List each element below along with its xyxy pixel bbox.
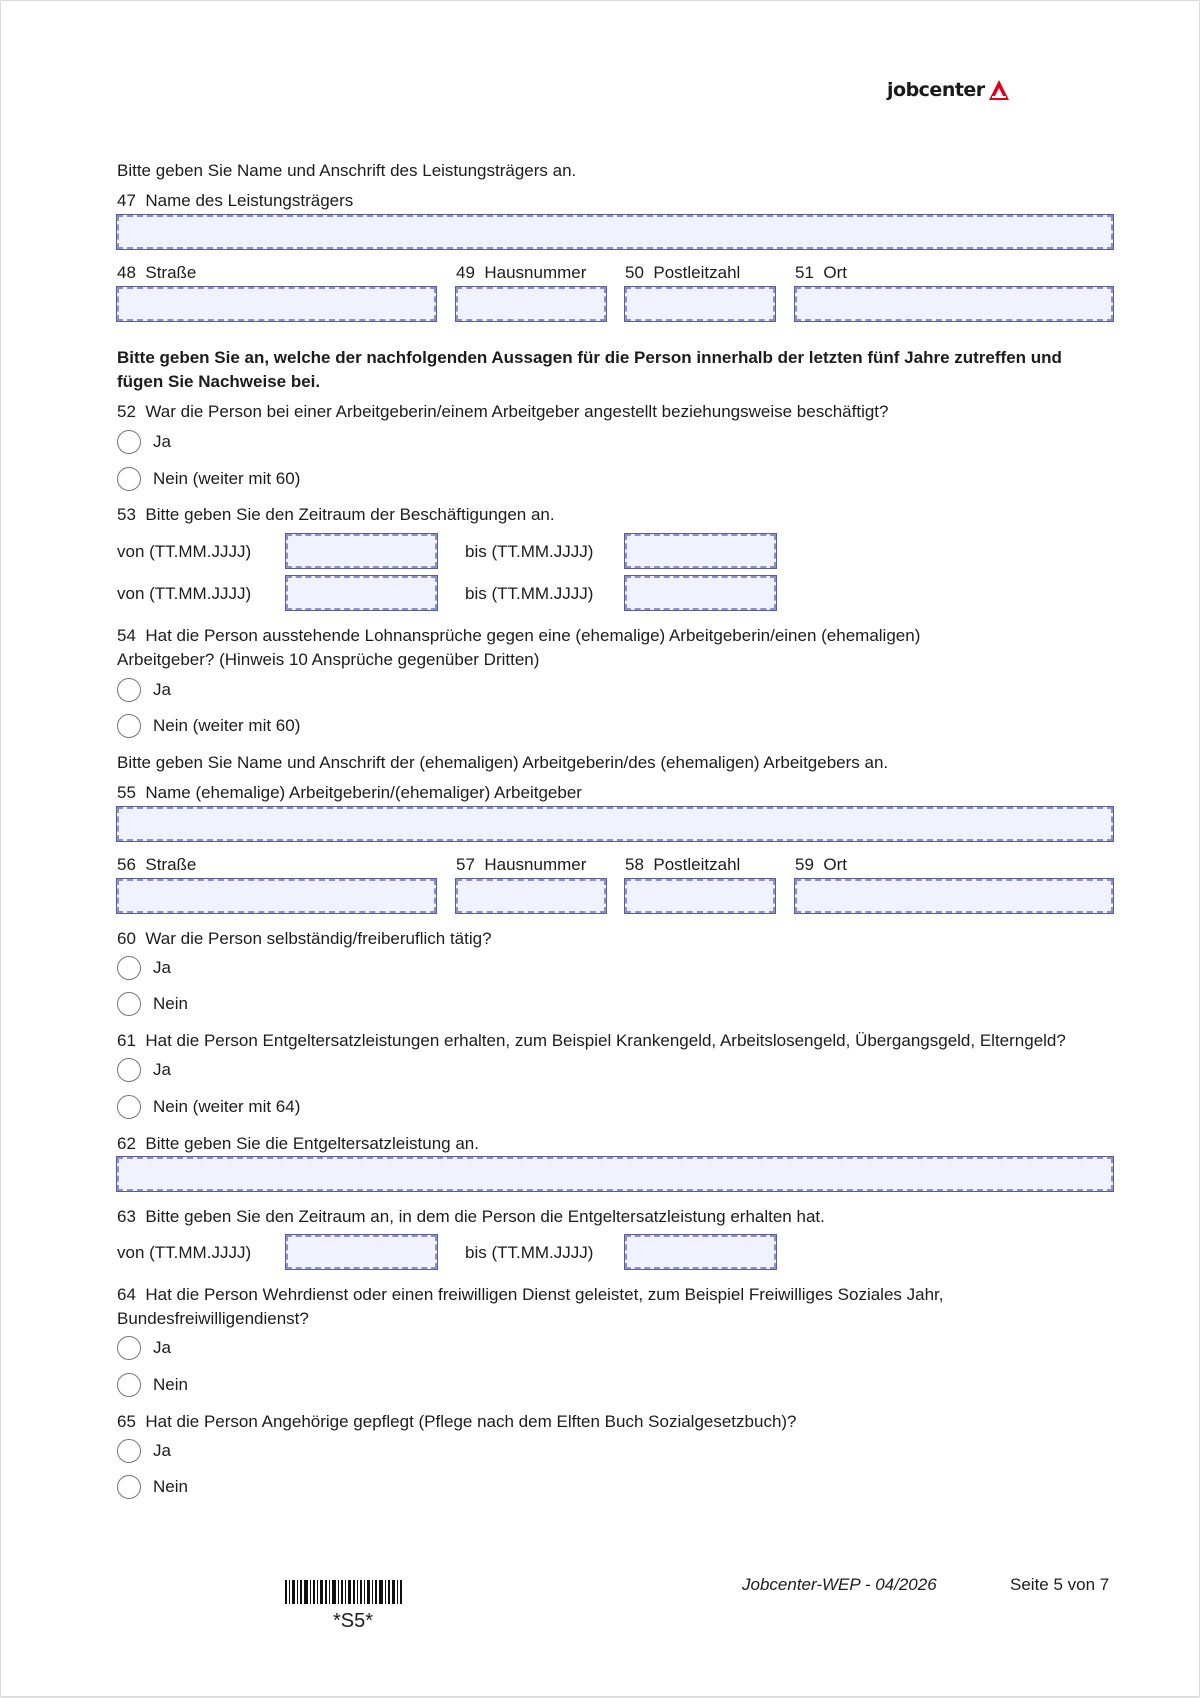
jobcenter-a-icon bbox=[988, 79, 1010, 101]
q60-option-nein: Nein bbox=[153, 994, 188, 1013]
q57-label bbox=[456, 855, 586, 875]
q59-text: Ort bbox=[823, 855, 847, 874]
q49-number: 49 bbox=[456, 263, 475, 282]
q65-radio-nein[interactable] bbox=[117, 1475, 141, 1499]
instruction-line-1: Bitte geben Sie an, welche der nachfolgenden Aussagen für die Person innerhalb der letzten fünf Jahre zutreffen und bbox=[117, 348, 1062, 367]
q60-text: War die Person selbständig/freiberuflich tätig? bbox=[145, 929, 492, 948]
q52-radio-ja[interactable] bbox=[117, 430, 141, 454]
q57-number: 57 bbox=[456, 855, 475, 874]
q53-from-label-1: von (TT.MM.JJJJ) bbox=[117, 542, 252, 561]
q60-radio-nein[interactable] bbox=[117, 992, 141, 1016]
q47-number: 47 bbox=[117, 191, 136, 210]
q53-to-date-1[interactable] bbox=[625, 534, 776, 568]
q61-radio-nein[interactable] bbox=[117, 1095, 141, 1119]
q59-label bbox=[795, 855, 847, 875]
page-info: Seite 5 von 7 bbox=[1010, 1575, 1110, 1594]
q47-label bbox=[117, 191, 353, 211]
q63-number: 63 bbox=[117, 1207, 136, 1226]
q60-radio-ja[interactable] bbox=[117, 956, 141, 980]
barcode-text: *S5* bbox=[333, 1610, 374, 1632]
arbeitgeber-street-field[interactable] bbox=[117, 879, 436, 913]
leistungstraeger-name-field[interactable] bbox=[117, 215, 1113, 249]
q64-text: Hat die Person Wehrdienst oder einen freiwilligen Dienst geleistet, zum Beispiel Freiwilliges Soziales Jahr, bbox=[145, 1285, 944, 1304]
q57-text: Hausnummer bbox=[484, 855, 587, 874]
q63-to-date[interactable] bbox=[625, 1235, 776, 1269]
arbeitgeber-city-field[interactable] bbox=[795, 879, 1113, 913]
q54-label-line-2: Arbeitgeber? (Hinweis 10 Ansprüche gegenüber Dritten) bbox=[117, 650, 540, 669]
arbeitgeber-name-field[interactable] bbox=[117, 807, 1113, 841]
q53-to-date-2[interactable] bbox=[625, 576, 776, 610]
q65-option-nein: Nein bbox=[153, 1477, 188, 1496]
arbeitgeber-intro: Bitte geben Sie Name und Anschrift der (ehemaligen) Arbeitgeberin/des (ehemaligen) Arbeitgebers an. bbox=[117, 753, 889, 772]
q52-label bbox=[117, 402, 888, 422]
q49-text: Hausnummer bbox=[484, 263, 587, 282]
q65-radio-ja[interactable] bbox=[117, 1439, 141, 1463]
q52-text: War die Person bei einer Arbeitgeberin/einem Arbeitgeber angestellt beziehungsweise beschäftigt? bbox=[145, 402, 889, 421]
q53-from-label-2: von (TT.MM.JJJJ) bbox=[117, 584, 252, 603]
q51-label bbox=[795, 263, 847, 283]
q50-text: Postleitzahl bbox=[653, 263, 741, 282]
q61-option-ja: Ja bbox=[153, 1060, 171, 1079]
q63-from-date[interactable] bbox=[286, 1235, 437, 1269]
q65-label bbox=[117, 1412, 797, 1432]
entgeltersatzleistung-field[interactable] bbox=[117, 1157, 1113, 1191]
q55-number: 55 bbox=[117, 783, 136, 802]
leistungstraeger-postcode-field[interactable] bbox=[625, 287, 775, 321]
q58-label bbox=[625, 855, 740, 875]
q59-number: 59 bbox=[795, 855, 814, 874]
arbeitgeber-housenumber-field[interactable] bbox=[456, 879, 606, 913]
q64-radio-ja[interactable] bbox=[117, 1336, 141, 1360]
q61-text: Hat die Person Entgeltersatzleistungen erhalten, zum Beispiel Krankengeld, Arbeitslosengeld, Übergangsgeld, Elterngeld? bbox=[145, 1031, 1066, 1050]
q54-text: Hat die Person ausstehende Lohnansprüche gegen eine (ehemalige) Arbeitgeberin/einen (ehemaligen) bbox=[145, 626, 921, 645]
q53-label bbox=[117, 505, 555, 525]
q54-option-ja: Ja bbox=[153, 680, 171, 699]
q50-label bbox=[625, 263, 740, 283]
q64-label-line-2: Bundesfreiwilligendienst? bbox=[117, 1309, 309, 1328]
q55-label bbox=[117, 783, 582, 803]
q63-to-label: bis (TT.MM.JJJJ) bbox=[465, 1243, 594, 1262]
q54-number: 54 bbox=[117, 626, 136, 645]
q52-number: 52 bbox=[117, 402, 136, 421]
q64-number: 64 bbox=[117, 1285, 136, 1304]
q60-label bbox=[117, 929, 492, 949]
leistungstraeger-housenumber-field[interactable] bbox=[456, 287, 606, 321]
q65-option-ja: Ja bbox=[153, 1441, 171, 1460]
q64-radio-nein[interactable] bbox=[117, 1373, 141, 1397]
q51-number: 51 bbox=[795, 263, 814, 282]
q53-from-date-1[interactable] bbox=[286, 534, 437, 568]
q56-text: Straße bbox=[145, 855, 197, 874]
q53-from-date-2[interactable] bbox=[286, 576, 437, 610]
q64-option-ja: Ja bbox=[153, 1338, 171, 1357]
q64-option-nein: Nein bbox=[153, 1375, 188, 1394]
logo-text: jobcenter bbox=[887, 79, 985, 101]
q61-radio-ja[interactable] bbox=[117, 1058, 141, 1082]
leistungstraeger-city-field[interactable] bbox=[795, 287, 1113, 321]
q52-option-nein: Nein (weiter mit 60) bbox=[153, 469, 301, 488]
q50-number: 50 bbox=[625, 263, 644, 282]
arbeitgeber-postcode-field[interactable] bbox=[625, 879, 775, 913]
instruction-line-2: fügen Sie Nachweise bei. bbox=[117, 372, 321, 391]
q54-label-line-1 bbox=[117, 626, 920, 646]
q61-option-nein: Nein (weiter mit 64) bbox=[153, 1097, 301, 1116]
q48-number: 48 bbox=[117, 263, 136, 282]
q56-label bbox=[117, 855, 196, 875]
q65-number: 65 bbox=[117, 1412, 136, 1431]
q48-text: Straße bbox=[145, 263, 197, 282]
q60-number: 60 bbox=[117, 929, 136, 948]
q65-text: Hat die Person Angehörige gepflegt (Pflege nach dem Elften Buch Sozialgesetzbuch)? bbox=[145, 1412, 797, 1431]
q54-option-nein: Nein (weiter mit 60) bbox=[153, 716, 301, 735]
q51-text: Ort bbox=[823, 263, 847, 282]
q63-text: Bitte geben Sie den Zeitraum an, in dem die Person die Entgeltersatzleistung erhalten hat. bbox=[145, 1207, 825, 1226]
q62-text: Bitte geben Sie die Entgeltersatzleistung an. bbox=[145, 1134, 479, 1153]
form-page bbox=[1, 1, 1199, 1696]
q62-label bbox=[117, 1134, 479, 1154]
q52-radio-nein[interactable] bbox=[117, 467, 141, 491]
q62-number: 62 bbox=[117, 1134, 136, 1153]
barcode bbox=[285, 1580, 404, 1604]
q58-number: 58 bbox=[625, 855, 644, 874]
q64-label-line-1 bbox=[117, 1285, 944, 1305]
q52-option-ja: Ja bbox=[153, 432, 171, 451]
q53-number: 53 bbox=[117, 505, 136, 524]
q58-text: Postleitzahl bbox=[653, 855, 741, 874]
q63-label bbox=[117, 1207, 825, 1227]
q53-to-label-1: bis (TT.MM.JJJJ) bbox=[465, 542, 594, 561]
leistungstraeger-street-field[interactable] bbox=[117, 287, 436, 321]
q54-radio-nein[interactable] bbox=[117, 714, 141, 738]
q53-text: Bitte geben Sie den Zeitraum der Beschäftigungen an. bbox=[145, 505, 555, 524]
q54-radio-ja[interactable] bbox=[117, 678, 141, 702]
q63-from-label: von (TT.MM.JJJJ) bbox=[117, 1243, 252, 1262]
q48-label bbox=[117, 263, 196, 283]
jobcenter-logo bbox=[887, 77, 1010, 103]
form-id: Jobcenter-WEP - 04/2026 bbox=[742, 1575, 937, 1594]
q60-option-ja: Ja bbox=[153, 958, 171, 977]
q61-number: 61 bbox=[117, 1031, 136, 1050]
leistungstraeger-intro: Bitte geben Sie Name und Anschrift des Leistungsträgers an. bbox=[117, 161, 577, 180]
q55-text: Name (ehemalige) Arbeitgeberin/(ehemaliger) Arbeitgeber bbox=[145, 783, 582, 802]
q56-number: 56 bbox=[117, 855, 136, 874]
q53-to-label-2: bis (TT.MM.JJJJ) bbox=[465, 584, 594, 603]
q61-label bbox=[117, 1031, 1066, 1051]
q47-text: Name des Leistungsträgers bbox=[145, 191, 354, 210]
q49-label bbox=[456, 263, 586, 283]
